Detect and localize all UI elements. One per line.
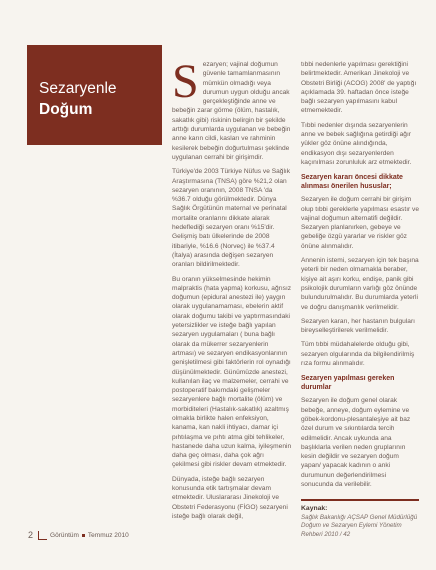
page-footer [28, 530, 129, 540]
paragraph: Tıbbi nedenler dışında sezaryenlerin anne ve bebek sağlığına getirdiği ağır yükler göz önüne alındığında, endikasyon dışı sezaryenlerden kaçınılması zorunluluk arz etmektedir. [301, 121, 412, 166]
paragraph: Sezaryen kararı, her hastanın bulguları bireyselleştirilerek verilmelidir. [301, 317, 415, 335]
bullet-icon [82, 534, 85, 537]
publication-name: Görüntüm [50, 531, 79, 539]
paragraph: Sezaryen ile doğum cerrahi bir girişim olup tıbbi gereklerle yapılması esastır ve vajinal doğumun alternatifi değildir. Sezaryen planlanırken, gebeye ve gebeliğe özgü yararlar ve riskler göz önüne alınmalıdır. [301, 196, 420, 250]
page-number: 2 [28, 530, 34, 540]
paragraph: Tüm tıbbi müdahalelerde olduğu gibi, sezaryen olgularında da bilgilendirilmiş rıza formu alınmalıdır. [301, 341, 415, 368]
drop-cap: S [172, 55, 199, 108]
title-line2: Doğum [39, 101, 93, 118]
paragraph-text: ezaryen; vajinal doğumun güvenle tamamlanmasının mümkün olmadığı veya durumun uygun olduğu ancak gerçekleştiğinde anne ve bebeğin zarar görme (ölüm, hastalık, sakatlık gibi) riskinin belirgin bir şekilde arttığı durumlarda uygulanan ve bebeğin anne karın cildi, kasları ve rahminin kesilerek bebeğin doğurtulması şeklinde uygulanan cerrahi bir girişimdir. [172, 61, 291, 161]
column-left [172, 55, 292, 526]
subheading: Sezaryen yapılması gereken durumlar [301, 375, 395, 392]
reference-title: Kaynak: [301, 505, 328, 513]
paragraph [172, 55, 292, 162]
corner-mark-icon [38, 531, 47, 540]
title-block [27, 45, 162, 145]
paragraph: Bu oranın yükselmesinde hekimin malpraktis (hata yapma) korkusu, ağrısız doğumun (epidural anestezi ile) yaygın olarak uygulanamaması, ebelerin aktif olarak doğumu takibi ve yaptırmasındaki yetersizlikler ve isteğe bağlı yapılan sezaryen uygulamaları ( buna bağlı olarak da mükerrer sezaryenlerin artması) ve sezaryen endikasyonlarının genişletilmesi gibi faktörlerin rol oynadığı düşünülmektedir. Günümüzde anestezi, kullanılan ilaç ve malzemeler, cerrahi ve postoperatif bakımdaki gelişmeler sezaryenlere bağlı mortalite (ölüm) ve morbiditeleri (Hastalık-sakatlık) azaltmış olmakla birlikte halen enfeksiyon, kanama, kan nakli ihtiyacı, damar içi pıhtılaşma ve pıhtı atma gibi tehlikeler, hastanede daha uzun kalma, iyileşmenin daha geç olması, daha çok ağrı çekilmesi gibi riskler devam etmektedir. [172, 275, 292, 469]
paragraph: Sezaryen ile doğum genel olarak bebeğe, anneye, doğum eylemine ve göbek-kordonu-plesantaleşiye ait baz özel durum ve sıkıntılarda tercih edilmelidir. Ancak uykunda ana başlıklarla verilen neden gruplarının kesin değildir ve sezaryen doğum yapan/ yapacak kadının o anki durumunun değerlendirilmesi sonucunda da verilebilir. [301, 397, 411, 488]
paragraph: Türkiye'de 2003 Türkiye Nüfus ve Sağlık Araştırmasına (TNSA) göre %21,2 olan sezaryen oranının, 2008 TNSA 'da %36.7 olduğu görülmektedir. Dünya Sağlık Örgütünün maternal ve perinatal mortalite oranlarını dikkate alarak hedeflediği sezaryen oranı %15'dir. Gelişmiş batı ülkelerinde de 2008 itibariyle, %16.6 (Norveç) ile %37.4 (İtalya) arasında değişen sezaryen oranları bildirilmektedir. [172, 168, 291, 269]
issue-date: Temmuz 2010 [87, 531, 129, 539]
reference-text: Sağlık Bakanlığı AÇSAP Genel Müdürlüğü Doğum ve Sezaryen Eylemi Yönetim Rehberi 2010 / 42 [301, 513, 418, 538]
page-title [39, 78, 117, 120]
title-line1: Sezaryenle [39, 80, 117, 97]
paragraph: tıbbi nedenlerle yapılması gerektiğini belirtmektedir. Amerikan Jinekoloji ve Obstetri Birliği (ACOG) 2008' de yaptığı açıklamada 39. haftadan önce isteğe bağlı sezaryen yapılmasını kabul etmemektedir. [301, 61, 417, 115]
column-right [301, 60, 419, 539]
reference-box [301, 499, 419, 539]
subheading: Sezaryen kararı öncesi dikkate alınması önerilen hususlar; [301, 174, 403, 191]
paragraph: Dünyada, isteğe bağlı sezaryen konusunda etik tartışmalar devam etmektedir. Uluslararası Jinekoloji ve Obstetri Federasyonu (FİGO) sezaryeni isteğe bağlı olarak değil, [172, 475, 288, 520]
paragraph: Annenin istemi, sezaryen için tek başına yeterli bir neden olmamakla beraber, kişiye ait aşırı korku, endişe, panik gibi psikolojik durumların varlığı göz önünde bulundurulmalıdır. Bu durumlarda yeterli ve doğru danışmanlık verilmelidir. [301, 257, 419, 311]
